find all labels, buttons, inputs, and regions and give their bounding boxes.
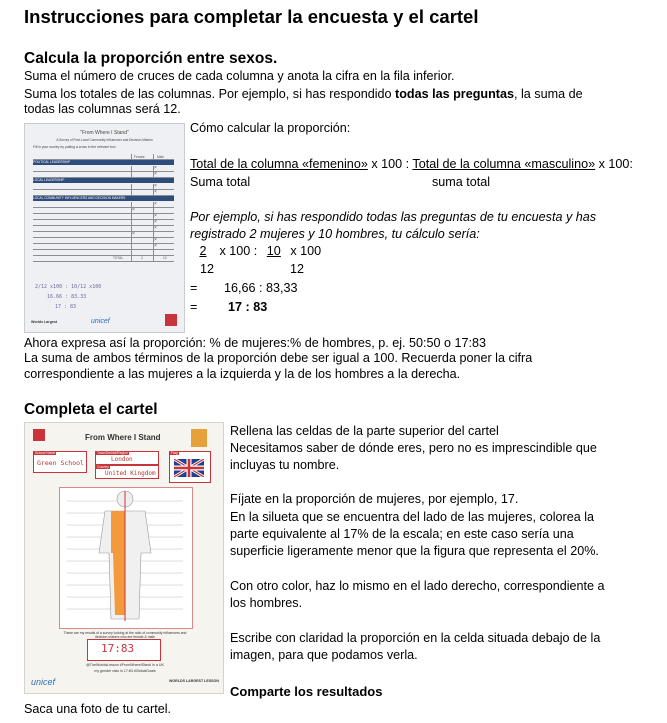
flag-label: Flag [171,451,178,455]
survey-section-header: POLITICAL LEADERSHIP [33,160,174,165]
handwritten-calc: 2/12 x100 : 10/12 x100 [35,284,102,290]
poster-photo [24,422,224,694]
share-heading: Comparte los resultados [230,684,383,699]
photo-instruction: Saca una foto de tu cartel. [24,702,172,716]
poster-instruction: En la silueta que se encuentra del lado de las mujeres, colorea la [230,510,595,524]
poster-title: From Where I Stand [85,433,161,442]
town-label: Town/District/Region [97,451,128,455]
handwritten-calc: 17 : 83 [55,304,77,310]
equals-sign: = [190,300,198,314]
unicef-logo: unicef [31,677,56,687]
calc-final-ratio: 17 : 83 [228,300,268,314]
bold-phrase: todas las preguntas [395,87,514,101]
equals-sign: = [190,281,198,295]
survey-title: "From Where I Stand" [80,130,129,136]
survey-section-header: LOCAL COMMUNITY INFLUENCERS AND DECISION MAKERS [33,196,174,201]
poster-instruction: Con otro color, haz lo mismo en el lado derecho, correspondiente a [230,579,605,593]
uk-flag-icon [174,459,204,477]
town-value: London [111,456,133,463]
ratio-explanation: correspondiente a las mujeres a la izquierda y la de los hombres a la derecha. [24,367,461,381]
instruction-line: Suma el número de cruces de cada columna y anota la cifra en la fila inferior. [24,69,455,83]
survey-subtitle: A Survey of Post-Local Community Influencers and Decision Makers [56,138,153,142]
lesson-logo-icon [165,314,177,326]
poster-ratio: 17:83 [101,642,135,655]
page-title: Instrucciones para completar la encuesta y el cartel [24,6,479,27]
example-text: Por ejemplo, si has respondido todas las preguntas de tu encuesta y has [190,210,597,224]
poster-instruction: parte equivalente al 17% de la escala; en este caso sería una [230,527,574,541]
poster-instruction: incluyas tu nombre. [230,458,340,472]
poster-instruction: superficie ligeramente menor que la figura que representa el 20%. [230,544,599,558]
calc-result: 16,66 : 83,33 [224,281,298,295]
poster-instruction: Fíjate en la proporción de mujeres, por ejemplo, 17. [230,492,519,506]
country-label: Country [97,465,109,469]
country-value: United Kingdom [105,470,156,477]
survey-footer-logo: Worlds Largest [31,320,58,324]
section-heading-ratio: Calcula la proporción entre sexos. [24,50,278,67]
book-icon [191,429,207,447]
survey-section-header: LOCAL LEADERSHIP [33,178,174,183]
survey-total-row: TOTAL 2 10 [33,256,174,262]
school-label: School Name [35,451,56,455]
poster-instruction: imagen, para que podamos verla. [230,648,418,662]
poster-instruction: Necesitamos saber de dónde eres, pero no es imprescindible que [230,441,597,455]
ratio-explanation: La suma de ambos términos de la proporción debe ser igual a 100. Recuerda poner la cifra [24,351,533,365]
unicef-logo: unicef [91,318,110,325]
instruction-line: todas las columnas será 12. [24,102,181,116]
calc-denominator: 12 [290,262,305,276]
formula-denominator: suma total [432,175,491,189]
poster-instruction: los hombres. [230,596,303,610]
how-to-label: Cómo calcular la proporción: [190,121,351,135]
survey-col-header: Female Male [33,154,174,160]
calc-denominator: 12 [200,262,215,276]
ratio-explanation: Ahora expresa así la proporción: % de mujeres:% de hombres, p. ej. 50:50 o 17:83 [24,336,487,350]
lesson-logo: WORLDS LARGEST LESSON [169,679,219,683]
formula-denominator: Suma total [190,175,251,189]
handwritten-calc: 16.66 : 83.33 [47,294,87,300]
section-heading-poster: Completa el cartel [24,401,158,418]
formula-line: Total de la columna «femenino» x 100 : Total de la columna «masculino» x 100: [190,157,633,171]
calc-line: 2 x 100 : 10 x 100 [199,244,322,258]
survey-photo: "From Where I Stand" A Survey of Post-Local Community Influencers and Decision Makers Fill in your survey by putting a cross in the relevant box Female Male POLITICAL LEADERSHIP LOCAL LEADERSHIP LOCAL COMMUNITY INFLUENCERS AND DECISION MAKERS TOTAL 2 10 × × × × × × × × × × × × 2/12 x100 : 10/12 x100 16.66 : 83.33 17 : 83 Worlds Largest unicef [24,123,185,333]
poster-instruction: Escribe con claridad la proporción en la celda situada debajo de la [230,631,601,645]
poster-ratio-line: my gender ratio is 17:83 #GlobalGoals [94,669,156,673]
poster-instruction: Rellena las celdas de la parte superior del cartel [230,424,499,438]
survey-instruction: Fill in your survey by putting a cross in the relevant box [33,145,116,149]
global-goal-icon [33,429,45,441]
poster-bottom-text: These are my results of a survey looking at the ratio of community influencers and decision makers who are female & male [63,631,187,639]
school-value: Green School [37,459,84,467]
poster-hashtag: @TheWorldsLesson #FromWhereIStand in a UK [86,663,164,667]
person-silhouette-icon [61,489,189,625]
instruction-line: Suma los totales de las columnas. Por ejemplo, si has respondido todas las preguntas, la suma de [24,87,583,101]
example-text: registrado 2 mujeres y 10 hombres, tu cálculo sería: [190,227,480,241]
